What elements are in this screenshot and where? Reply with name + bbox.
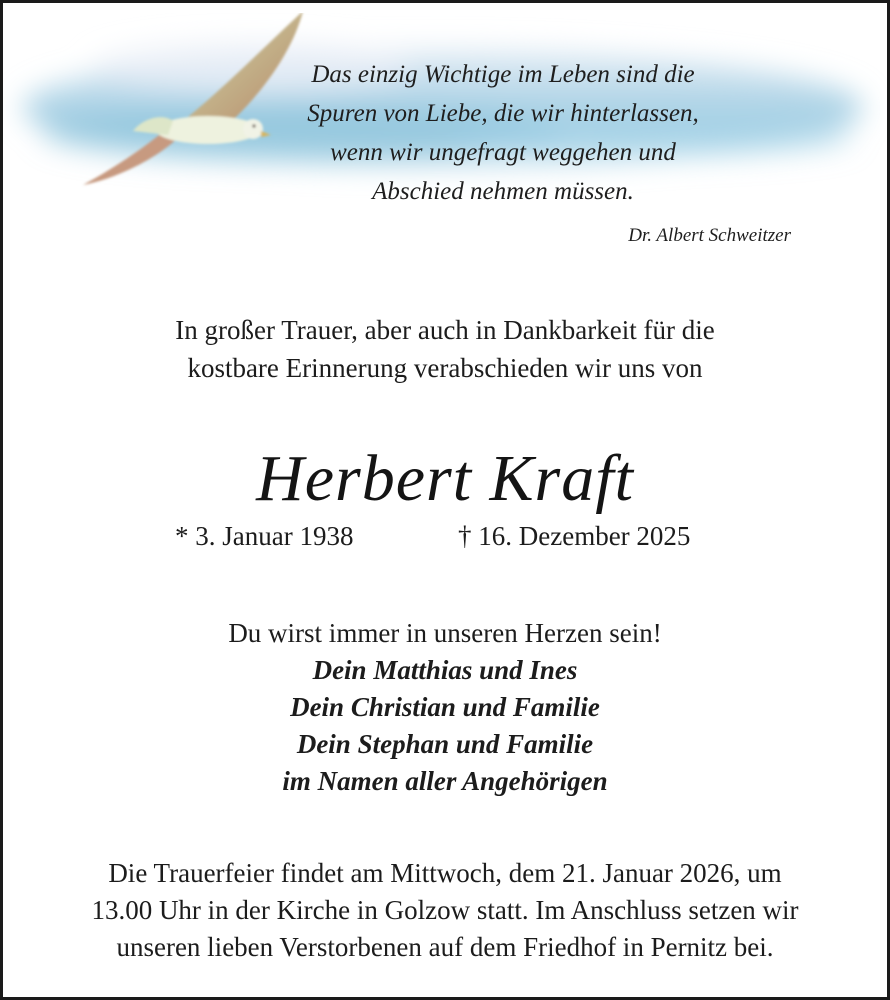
quote-line: Das einzig Wichtige im Leben sind die — [311, 61, 695, 88]
intro-text — [3, 311, 887, 387]
family-signature: Dein Matthias und Ines — [312, 655, 578, 685]
family-message: Du wirst immer in unseren Herzen sein! — [228, 618, 662, 648]
family-block — [3, 615, 887, 800]
quote-author: Dr. Albert Schweitzer — [628, 225, 791, 246]
service-line: Die Trauerfeier findet am Mittwoch, dem 21. Januar 2026, um — [108, 858, 782, 888]
quote-line: Abschied nehmen müssen. — [372, 178, 634, 205]
service-line: 13.00 Uhr in der Kirche in Golzow statt. Im Anschluss setzen wir — [91, 895, 799, 925]
quote-line: wenn wir ungefragt weggehen und — [330, 139, 676, 166]
family-signature: im Namen aller Angehörigen — [282, 766, 608, 796]
obituary-card — [3, 3, 887, 997]
quote-block — [283, 55, 723, 211]
intro-line: kostbare Erinnerung verabschieden wir uns von — [187, 353, 703, 383]
quote-line: Spuren von Liebe, die wir hinterlassen, — [307, 100, 699, 127]
family-signature: Dein Christian und Familie — [290, 692, 600, 722]
birth-date: * 3. Januar 1938 — [175, 521, 354, 551]
death-date: † 16. Dezember 2025 — [458, 521, 691, 551]
deceased-name: Herbert Kraft — [256, 442, 634, 515]
service-line: unseren lieben Verstorbenen auf dem Friedhof in Pernitz bei. — [116, 932, 774, 962]
service-info — [3, 855, 887, 966]
family-signature: Dein Stephan und Familie — [296, 729, 594, 759]
intro-line: In großer Trauer, aber auch in Dankbarkeit für die — [175, 315, 715, 345]
